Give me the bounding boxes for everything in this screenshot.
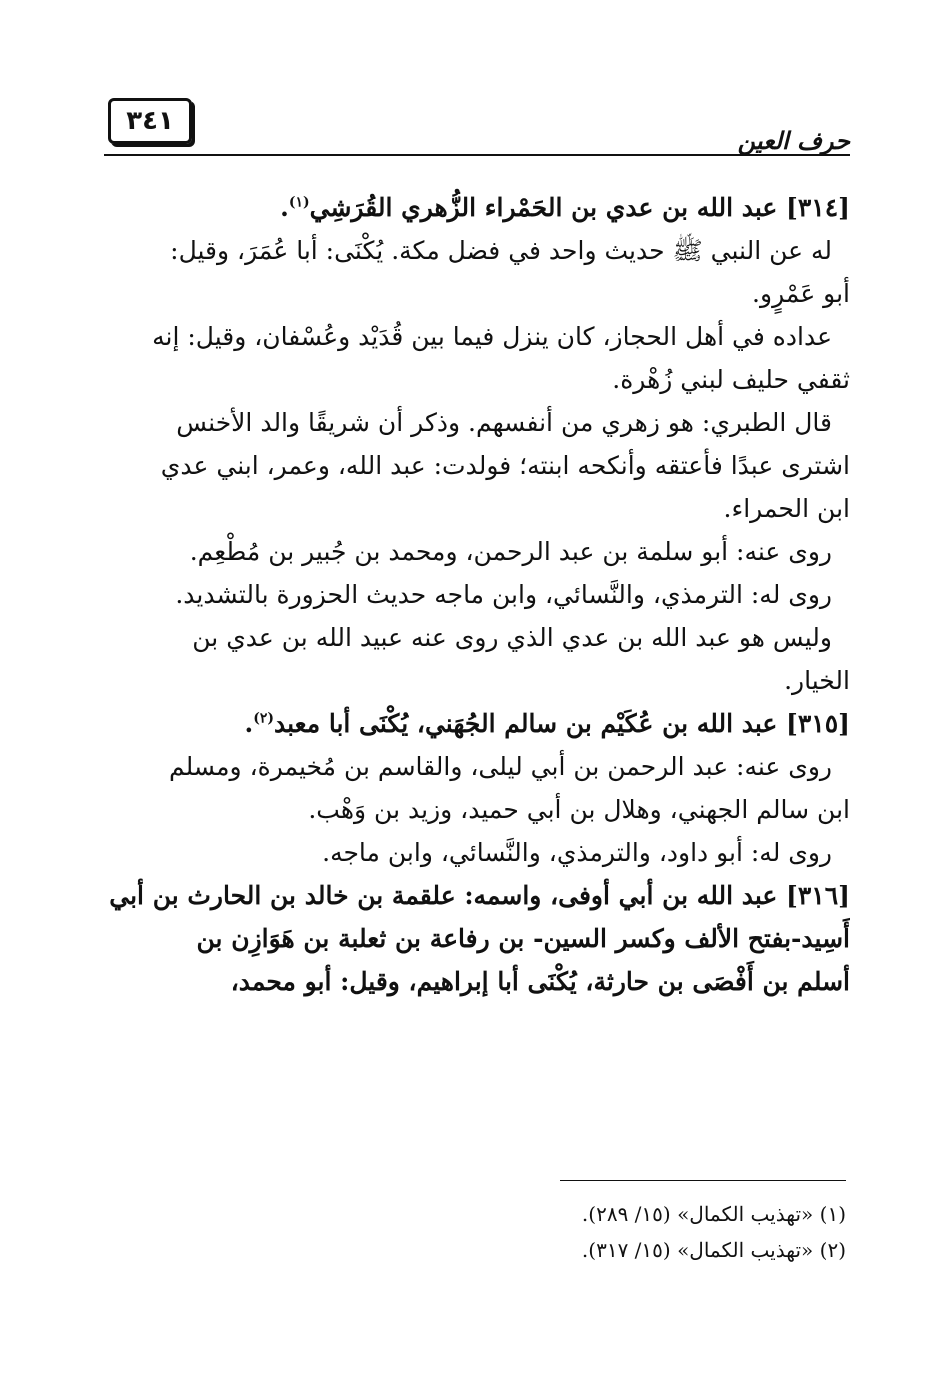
entry-heading-316: [٣١٦] عبد الله بن أبي أوفى، واسمه: علقمة بن خالد بن الحارث بن أبي [109, 881, 850, 910]
text-line: أبو عَمْرٍو. [752, 279, 850, 308]
text-line: روى عنه: عبد الرحمن بن أبي ليلى، والقاسم بن مُخيمرة، ومسلم [168, 752, 832, 781]
heading-period: . [244, 709, 254, 738]
entry-heading-text: [٣١٤] عبد الله بن عدي بن الحَمْراء الزُّهري القُرَشِي [309, 193, 850, 222]
entry-heading-316-continued: أسلم بن أَفْصَى بن حارثة، يُكْنَى أبا إبراهيم، وقيل: أبو محمد، [230, 967, 850, 996]
entry-heading-text: [٣١٥] عبد الله بن عُكَيْم بن سالم الجُهَني، يُكْنَى أبا معبد [274, 709, 850, 738]
text-line: عداده في أهل الحجاز، كان ينزل فيما بين قُدَيْد وعُسْفان، وقيل: إنه [152, 322, 832, 351]
text-line: ثقفي حليف لبني زُهْرة. [612, 365, 850, 394]
header-rule [104, 154, 850, 156]
running-title: حرف العين [737, 126, 850, 155]
text-line: قال الطبري: هو زهري من أنفسهم. وذكر أن شريقًا والد الأخنس [176, 408, 832, 437]
text-line: اشترى عبدًا فأعتقه وأنكحه ابنته؛ فولدت: عبد الله، وعمر، ابني عدي [160, 451, 850, 480]
text-line: الخيار. [784, 666, 850, 695]
entry-heading-316-continued: أَسِيد-بفتح الألف وكسر السين- بن رفاعة بن ثعلبة بن هَوَازِن بن [196, 924, 850, 953]
footnote-reference: (٢) [253, 710, 274, 727]
footnote-2: (٢) «تهذيب الكمال» (١٥/ ٣١٧). [581, 1238, 846, 1262]
text-line: روى له: أبو داود، والترمذي، والنَّسائي، وابن ماجه. [322, 838, 832, 867]
entry-heading-314 [104, 186, 850, 229]
text-line: له عن النبي ﷺ حديث واحد في فضل مكة. يُكْنَى: أبا عُمَرَ، وقيل: [170, 236, 832, 265]
text-line: روى له: الترمذي، والنَّسائي، وابن ماجه حديث الحزورة بالتشديد. [175, 580, 832, 609]
page-number: ٣٤١ [108, 98, 192, 144]
footnote-reference: (١) [288, 194, 310, 211]
entry-heading-315 [104, 702, 850, 745]
footnote-separator [560, 1180, 846, 1181]
footnote-1: (١) «تهذيب الكمال» (١٥/ ٢٨٩). [581, 1202, 846, 1226]
page-header [104, 96, 850, 158]
footnotes [100, 1196, 846, 1268]
text-line: وليس هو عبد الله بن عدي الذي روى عنه عبيد الله بن عدي بن [192, 623, 832, 652]
main-text [104, 186, 850, 1003]
text-line: ابن الحمراء. [723, 494, 850, 523]
text-line: روى عنه: أبو سلمة بن عبد الرحمن، ومحمد بن جُبير بن مُطْعِم. [189, 537, 832, 566]
text-line: ابن سالم الجهني، وهلال بن أبي حميد، وزيد بن وَهْب. [308, 795, 850, 824]
heading-period: . [280, 193, 289, 222]
